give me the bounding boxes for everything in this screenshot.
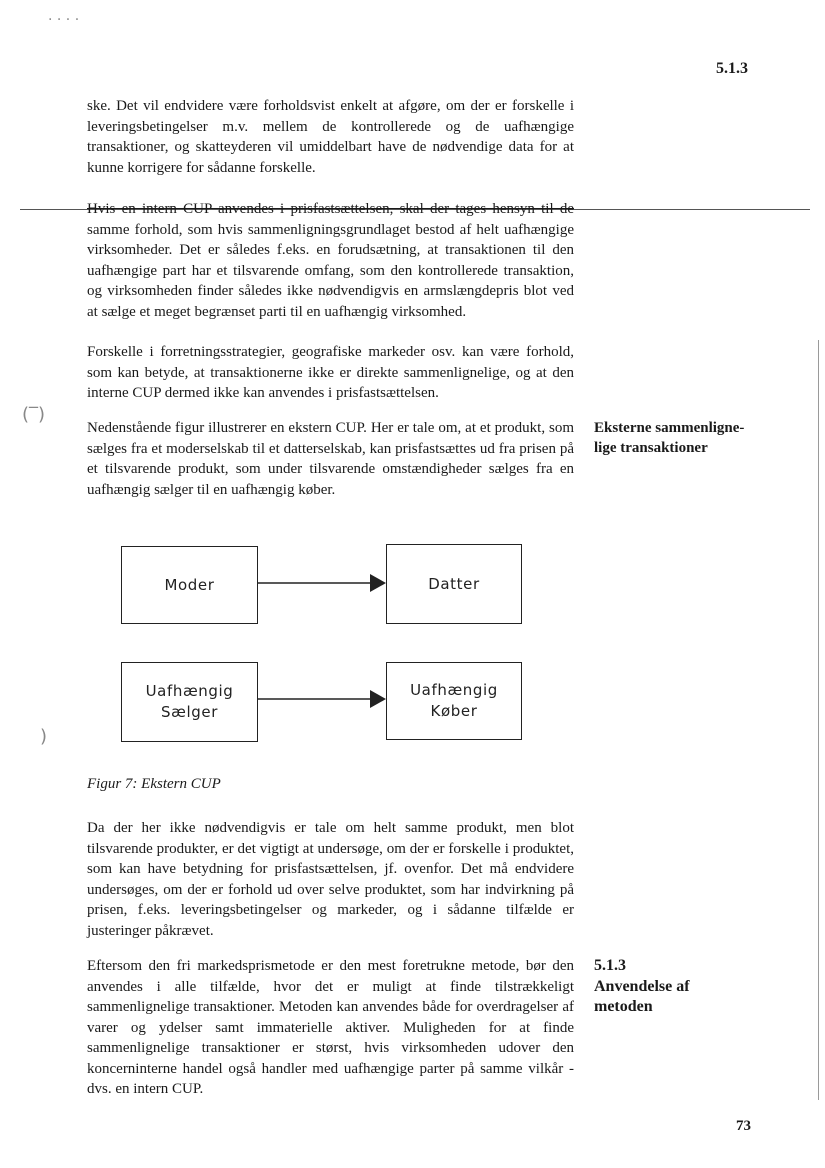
margin-heading-method-line2: metoden <box>594 998 653 1015</box>
scan-bracket-mark: (‾) <box>22 404 46 425</box>
paragraph-5: Da der her ikke nødvendigvis er tale om helt samme produkt, men blot tilsvarende produkter, er det vigtigt at undersøge, om der er forskelle i produktet, som kan have betydning for prisfastsættelsen, jf. ovenfor. Det må endvidere undersøges, om der er forhold ud over selve produktet, som har indvirkning på prisen, f.eks. leveringsbetingelser og markeder, og i sådanne tilfælde er justeringer påkrævet. <box>87 820 574 939</box>
margin-heading-method-number: 5.1.3 <box>594 957 626 974</box>
paragraph-3: Forskelle i forretningsstrategier, geografiske markeder osv. kan være forhold, som kan betyde, at transaktionerne ikke er direkte sammenlignelige, og at den interne CUP dermed ikke kan anvendes i prisfastsættelsen. <box>87 344 574 401</box>
arrow-moder-datter <box>258 574 386 592</box>
margin-heading-method <box>594 956 690 1018</box>
box-moder-label: Moder <box>164 575 215 594</box>
arrow-saelger-koeber <box>258 690 386 708</box>
margin-heading-method-line1: Anvendelse af <box>594 977 690 995</box>
box-buyer-line1: Uafhængig <box>410 681 498 699</box>
scan-paren-mark: ) <box>40 726 48 747</box>
box-buyer-line2: Køber <box>430 702 478 720</box>
box-datter-label: Datter <box>428 574 480 593</box>
paragraph-6: Eftersom den fri markedsprismetode er den mest foretrukne metode, bør den anvendes i alle tilfælde, hvor det er muligt at finde tilstrækkeligt sammenlignelige transaktioner. Metoden kan anvendes både for overdragelser af varer og ydelser samt immaterielle aktiver. Muligheden for at finde sammenlignelige transaktioner er størst, hvis virksomheden udover den koncerninterne handel også handler med uafhængige parter på samme vilkår - dvs. en intern CUP. <box>87 958 574 1097</box>
paragraph-2-text: samme forhold, som hvis sammenligningsgrundlaget bestod af helt uafhængige virksomheder. Det er således f.eks. en forudsætning, at transaktionen til den uafhængige part har et tilsvarende omfang, som den kontrollerede transaktion, og virksomheden finder således ikke nødvendigvis en armslængdepris blot ved at sælge et meget begrænset parti til en uafhængig virksomhed. <box>87 221 574 320</box>
struck-line: Hvis en intern CUP anvendes i prisfastsættelsen, skal der tages hensyn til de <box>87 201 574 217</box>
box-seller-line2: Sælger <box>161 703 218 721</box>
figure-caption: Figur 7: Ekstern CUP <box>87 776 221 792</box>
paragraph-1: ske. Det vil endvidere være forholdsvist enkelt at afgøre, om der er forskelle i leveringsbetingelser m.v. mellem de kontrollerede og de uafhængige transaktioner, og skatteyderen vil umiddelbart have de nødvendige data for at kunne korrigere for sådanne forskelle. <box>87 98 574 176</box>
paragraph-4: Nedenstående figur illustrerer en ekstern CUP. Her er tale om, at et produkt, som sælges fra et moderselskab til et datterselskab, kan prisfastsættes ud fra prisen på et tilsvarende produkt, som under tilsvarende omstændigheder sælges fra en uafhængig sælger til en uafhængig køber. <box>87 420 574 498</box>
page-number: 73 <box>736 1118 751 1134</box>
margin-heading-external-line1: Eksterne sammenligne- <box>594 420 745 436</box>
margin-heading-external-line2: lige transaktioner <box>594 440 708 456</box>
scan-dots: · · · · <box>48 12 80 28</box>
box-seller-line1: Uafhængig <box>145 682 234 700</box>
section-number: 5.1.3 <box>716 60 748 77</box>
